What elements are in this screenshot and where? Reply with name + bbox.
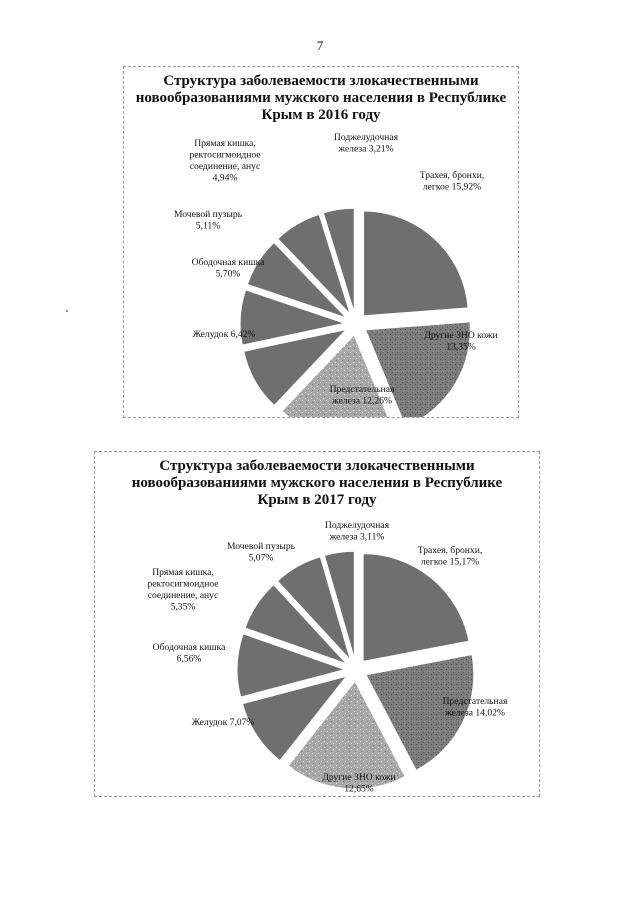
scan-speck [66,310,68,312]
slice-label-line: железа 14,02% [445,707,505,719]
chart-title-line: новообразованиями мужского населения в Республике [135,90,507,106]
pie-chart-2017 [95,452,539,796]
page-number: 7 [316,38,324,53]
slice-label-line: Прямая кишка, [194,138,256,149]
slice-label-line: Прямая кишка, [152,567,214,578]
pie-slice [363,211,468,316]
slice-label-line: соединение, анус [189,161,261,172]
pie-chart-2016 [124,67,518,417]
slice-label-line: 5,35% [170,601,196,613]
slice-label-line: Другие ЗНО кожи [424,330,498,341]
slice-label-line: Поджелудочная [324,520,390,531]
slice-label [330,384,395,407]
slice-label [147,567,218,613]
slice-label-line: Предстательная [329,384,395,395]
slice-label-line: 5,07% [248,552,274,564]
chart-title-line: Крым в 2016 году [261,107,381,123]
slice-label [325,520,390,543]
chart-2016 [123,66,519,418]
slice-label [227,541,296,564]
slice-label-line: 12,65% [344,783,374,795]
slice-label [153,642,226,665]
chart-title-line: Крым в 2017 году [257,492,377,508]
slice-label [192,717,255,728]
pie-slice [363,554,469,662]
slice-label-line: железа 3,11% [329,531,385,543]
slice-label [443,696,508,719]
slice-label-line: Ободочная кишка [152,642,226,653]
slice-label-line: 13,35% [446,341,476,353]
slice-label-line: Ободочная кишка [191,257,265,268]
slice-label-line: 6,56% [176,653,202,665]
slice-label [334,132,399,155]
slice-label-line: легкое 15,92% [422,181,482,193]
slice-label-line: Желудок 7,07% [191,717,255,728]
slice-label [189,138,260,184]
slice-label [418,545,483,568]
chart-title-line: Структура заболеваемости злокачественными [159,458,475,474]
slice-label-line: соединение, анус [147,590,219,601]
slice-label-line: ректосигмоидное [147,578,219,590]
slice-label [420,170,485,193]
slice-label-line: железа 3,21% [338,143,394,155]
slice-label-line: 4,94% [212,172,238,184]
slice-label-line: Другие ЗНО кожи [322,772,396,783]
slice-label-line: 5,11% [195,220,221,232]
slice-label [193,329,256,340]
slice-label-line: Мочевой пузырь [226,541,296,552]
slice-label-line: Желудок 6,42% [192,329,256,340]
slice-label-line: 5,70% [215,268,241,280]
slice-label [174,209,243,232]
slice-label-line: Трахея, бронхи, [419,170,485,181]
slice-label-line: Поджелудочная [333,132,399,143]
slice-label-line: железа 12,26% [332,395,392,407]
slice-label-line: Трахея, бронхи, [417,545,483,556]
slice-label-line: ректосигмоидное [189,149,261,161]
chart-2017 [94,451,540,797]
chart-title-line: новообразованиями мужского населения в Республике [131,475,503,491]
slice-label-line: Мочевой пузырь [173,209,243,220]
slice-label-line: Предстательная [442,696,508,707]
slice-label-line: легкое 15,17% [420,556,480,568]
chart-title-line: Структура заболеваемости злокачественными [163,73,479,89]
